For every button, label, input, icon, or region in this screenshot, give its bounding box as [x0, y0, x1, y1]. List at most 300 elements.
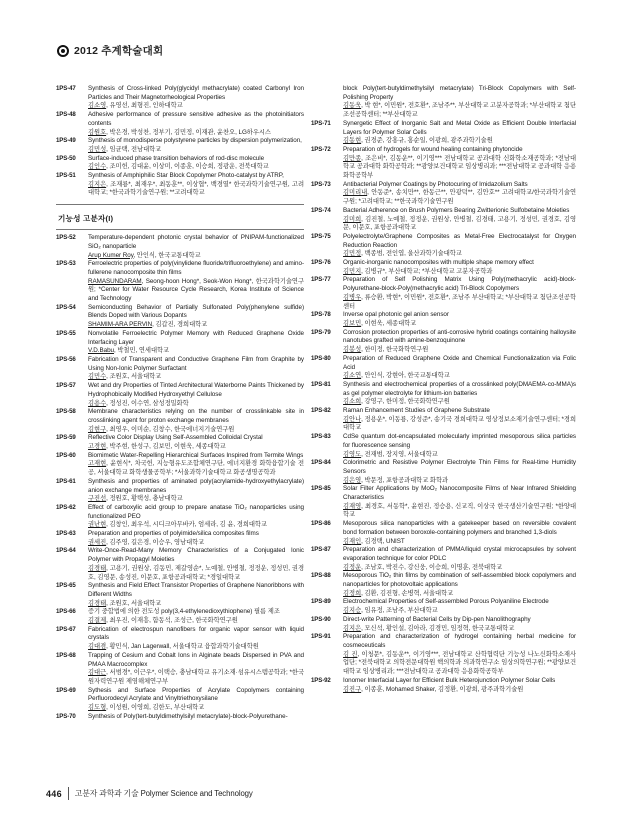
- entry-authors: [88, 669, 304, 686]
- entry-coauthors: , 조미헌, 김대윤, 이상미, 이종훈, 이승희, 정광운, 전북대학교: [106, 163, 269, 171]
- entry-id: 1PS-66: [56, 608, 76, 616]
- entry-body: [88, 713, 304, 722]
- entry-lead-author: 김민지: [343, 267, 362, 275]
- entry-id: 1PS-76: [311, 259, 331, 267]
- entry-lead-author: 김원호: [88, 128, 107, 136]
- entry-title: Preparation and characterization of PMMA/liquid crystal microcapsules by solvent evaporation technique for color PDLC: [343, 546, 576, 562]
- program-entry: [311, 407, 576, 433]
- entry-id: 1PS-64: [56, 547, 76, 555]
- entry-authors: [343, 294, 576, 311]
- entry-lead-author: 김보민: [343, 319, 362, 327]
- entry-authors: [88, 400, 304, 409]
- entry-body: [88, 434, 304, 451]
- entry-title: Membrane characteristics relying on the number of crosslinkable site in crosslinking agent for proton exchange membranes: [88, 408, 304, 424]
- entry-authors: [88, 704, 304, 713]
- entry-authors: [88, 443, 304, 452]
- entry-title: Adhesive performance of pressure sensitive adhesive as the photoinitiators contents: [88, 111, 304, 127]
- entry-authors: [343, 250, 576, 259]
- entry-body: [88, 155, 304, 172]
- entry-title: Synthesis of Cross-linked Poly(glycidyl methacrylate) coated Carbonyl Iron Particles and Their Magnetorheological Properties: [88, 85, 304, 101]
- entry-body: [343, 633, 576, 677]
- program-entry: [56, 137, 304, 154]
- entry-authors: [88, 565, 304, 582]
- entry-id: 1PS-78: [311, 311, 331, 319]
- program-entry: [311, 485, 576, 520]
- entry-title: Trapping of Cesium and Cobalt Ions in Alginate beads Dispersed in PVA and PMAA Macrocomplex: [88, 651, 304, 668]
- entry-body: [88, 304, 304, 330]
- entry-title: Fabrication of electrospun nanofibers for organic vapor sensor with liquid crystals: [88, 625, 304, 642]
- entry-coauthors: , 박 현*, 이민원*, 전호환*, 조남주**, 부산대학교 고분자공학과; *부산대학교 첨단조선공학센터; **부산대학교: [343, 102, 576, 119]
- program-entry: [311, 181, 576, 207]
- conference-title: 2012 추계학술대회: [74, 45, 164, 57]
- program-entry: [56, 434, 304, 451]
- entry-title: Preparation of hydrogels for wound healing containing phytoncide: [343, 145, 523, 153]
- entry-body: [343, 616, 576, 633]
- entry-body: [343, 276, 576, 311]
- entry-id: 1PS-52: [56, 234, 76, 242]
- program-entry: [311, 677, 576, 694]
- entry-title: Ionomer Interfacial Layer for Efficient Bulk Heterojunction Polymer Solar Cells: [343, 676, 556, 684]
- entry-id: 1PS-84: [311, 459, 331, 467]
- entry-lead-author: 김용수: [88, 399, 107, 407]
- entry-coauthors: , 김창인, 최우석, 시디크아무바카, 엄세라, 김 윤, 경희대학교: [106, 521, 267, 529]
- entry-title: Temperature-dependent photonic crystal behavior of PNIPAM-functionalized SiO₂ nanoparticle: [88, 234, 304, 250]
- entry-id: 1PS-83: [311, 433, 331, 441]
- entry-authors: [88, 181, 304, 198]
- entry-id: 1PS-89: [311, 598, 331, 606]
- entry-body: [343, 311, 576, 328]
- entry-authors: [343, 268, 576, 277]
- entry-body: [343, 85, 576, 120]
- page-footer: [46, 787, 253, 800]
- entry-title: Synthesis of Poly(tert-butyldimethylsilyl metacrylate)-block-Polyurethane-: [88, 712, 288, 720]
- entry-title: Synthesis and electrochemical properties of a crosslinked poly(DMAEMA-co-MMA)s as gel polymer electrolyte for lithium-ion batteries: [343, 380, 576, 397]
- entry-authors: [88, 617, 304, 626]
- entry-title: Organic-inorganic nanocomposites with multiple shape memory effect: [343, 259, 534, 267]
- entry-title: Corrosion protection properties of anti-corrosive hybrid coatings containing halloysite nanotubes grafted with amine-benzoquinone: [343, 328, 576, 345]
- program-entry: [56, 713, 304, 722]
- entry-lead-author: 고경현: [88, 443, 107, 451]
- entry-id: 1PS-63: [56, 530, 76, 538]
- entry-lead-author: 김경태: [88, 599, 107, 607]
- entry-lead-author: 구진선: [88, 495, 107, 503]
- entry-authors: [343, 590, 576, 599]
- entry-body: [88, 330, 304, 356]
- program-entry: [56, 356, 304, 382]
- entry-id: 1PS-75: [311, 232, 331, 240]
- entry-title: Antibacterial Polymer Coatings by Photocuring of Imidazolium Salts: [343, 180, 528, 188]
- program-entry: [56, 330, 304, 356]
- entry-body: [88, 547, 304, 582]
- entry-coauthors: , 임균택, 전남대학교: [106, 145, 162, 153]
- entry-coauthors: , 김환, 김진형, 손병혁, 서울대학교: [361, 589, 454, 597]
- entry-lead-author: 김지승: [343, 607, 362, 615]
- entry-body: [343, 120, 576, 146]
- entry-lead-author: 김지은: [88, 180, 107, 188]
- entry-authors: [343, 686, 576, 695]
- program-entry: [56, 608, 304, 625]
- program-entry: [311, 546, 576, 572]
- entry-title: Raman Enhancement Studies of Graphene Substrate: [343, 407, 490, 415]
- entry-title: Write-Once-Read-Many Memory Characteristics of a Conjugated Ionic Polymer with Propagyl Moieties: [88, 547, 304, 564]
- entry-body: [343, 677, 576, 694]
- entry-body: [88, 111, 304, 137]
- entry-coauthors: , 조은비*, 김동운**, 이기영*** 전남대학교 공과대학 신화학소재공학과; *전남대학교 공과대학 화학공학과; **광양보건대학교 임상병리과; ***전남대학교 공과대학 응용화학공학부: [343, 154, 576, 180]
- program-entry: [311, 381, 576, 407]
- entry-lead-author: 고재현: [88, 460, 107, 468]
- program-entry: [311, 633, 576, 677]
- entry-lead-author: 김소연: [343, 372, 362, 380]
- entry-authors: [343, 503, 576, 520]
- entry-title: Surface-induced phase transition behaviors of rod-disc molecule: [88, 154, 265, 162]
- program-entry: [56, 652, 304, 687]
- entry-coauthors: , 김경택, UNIST: [361, 537, 405, 545]
- entry-coauthors: , 정원호, 황택성, 충남대학교: [106, 495, 183, 503]
- entry-authors: [88, 495, 304, 504]
- page-header: [57, 43, 163, 58]
- entry-title: Bacterial Adherence on Brush Polymers Bearing Zwitterionic Sulfobetaine Moieties: [343, 206, 570, 214]
- entry-id: 1PS-70: [56, 712, 76, 720]
- entry-title: Polyelectrolyte/Graphene Composites as Metal-Free Electrocatalyst for Oxygen Reduction Reaction: [343, 232, 576, 249]
- entry-id: 1PS-47: [56, 85, 76, 92]
- entry-coauthors: , 최영우, 이미순, 김창수, 한국에너지기술연구원: [106, 425, 235, 433]
- entry-authors: [88, 146, 304, 155]
- entry-lead-author: 김민수: [88, 373, 107, 381]
- entry-coauthors: , 안동준*, 송치만**, 한동근**, 안광덕**, 김안호** 고려대학교/한국과학기술연구원; *고려대학교; **한국과학기술연구원: [343, 189, 576, 206]
- entry-id: 1PS-48: [56, 111, 76, 119]
- entry-authors: [343, 216, 576, 233]
- entry-coauthors: , 조원호, 서울대학교: [106, 373, 162, 381]
- entry-title: Fabrication of Transparent and Conductive Graphene Film from Graphite by Using Non-Ionic Polymer Surfactant: [88, 355, 304, 372]
- entry-id: 1PS-67: [56, 625, 76, 633]
- entry-lead-author: 김정희: [343, 589, 362, 597]
- program-entry: [56, 234, 304, 260]
- entry-authors: [343, 538, 576, 547]
- entry-title: Direct-write Patterning of Bacterial Cells by Dip-pen Nanolithography: [343, 615, 531, 623]
- entry-authors: [88, 539, 304, 548]
- program-entry: [311, 276, 576, 311]
- entry-title: Solar Filter Applications by MoO₂ Nanocomposite Films of Near Infrared Shielding Characteristics: [343, 485, 576, 502]
- entry-coauthors: , 임유정, 조남주, 부산대학교: [361, 607, 438, 615]
- entry-coauthors: , 전재범, 장지영, 서울대학교: [361, 450, 438, 458]
- entry-title: Effect of carboxylic acid group to prepare anatase TiO₂ nanoparticles using functionalized PEO: [88, 503, 304, 520]
- program-entry: [311, 355, 576, 381]
- entry-title: Preparation and properties of polyimide/silica composites films: [88, 530, 259, 538]
- entry-body: [88, 408, 304, 434]
- entry-id: 1PS-80: [311, 354, 331, 362]
- entry-id: 1PS-50: [56, 154, 76, 162]
- entry-coauthors: , 류승환, 박현*, 이민원*, 전호환*, 조남주 부산대학교; *부산대학교 첨단조선공학센터: [343, 293, 576, 310]
- entry-coauthors: , 모신석, 황인설, 김아라, 김경민, 임정혁, 한국교통대학교: [361, 624, 515, 632]
- entry-coauthors: , 이종훈, Mohamed Shaker, 김정환, 이광희, 광주과학기술원: [361, 685, 524, 693]
- program-entry: [56, 172, 304, 198]
- entry-lead-author: SHAMIM-ARA PERVIN: [88, 321, 153, 329]
- entry-body: [343, 485, 576, 520]
- program-entry: [56, 547, 304, 582]
- entry-id: 1PS-82: [311, 407, 331, 415]
- entry-title: Synthesis of Amphiphilic Star Block Copolymer Photo-catalyst by ATRP,: [88, 172, 284, 180]
- entry-lead-author: 김소영: [88, 102, 107, 110]
- entry-title: Synthesis of monodisperse polystyrene particles by dispersion polymerization,: [88, 137, 302, 145]
- entry-title: Preparation of Reduced Graphene Oxide and Chemical Functionalization via Folic Acid: [343, 354, 576, 371]
- entry-id: 1PS-58: [56, 408, 76, 416]
- entry-title: Inverse opal photonic gel anion sensor: [343, 311, 449, 319]
- entry-coauthors: , 이청문*, 김동운**, 이기영***, 전남대학교 산학협력단 기능성 나노신화학소재사업단; *전북대학교 의학전문대학원 핵의학과 의과학연구소 임상의학연구원; **광양보건대학교 임상병리과; ***전남대학교 공과대학 응용화학공학부: [343, 650, 577, 676]
- entry-coauthors: , 이성원, 이영희, 김한도, 부산대학교: [106, 704, 205, 712]
- entry-authors: [343, 607, 576, 616]
- program-entry: [311, 459, 576, 485]
- entry-coauthors: , 서범경*, 이근우*, 이택승, 충남대학교 유기소재·섬유시스템공학과; *한국원자력연구원 제염해체연구부: [88, 669, 304, 685]
- page-number: 446: [46, 788, 62, 799]
- program-entry: [311, 329, 576, 355]
- entry-coauthors: , 백종범, 전인엽, 울산과학기술대학교: [361, 250, 462, 258]
- entry-body: [343, 233, 576, 259]
- entry-coauthors: , 박주현, 한성구, 김보민, 이현욱, 세종대학교: [106, 443, 226, 451]
- entry-coauthors: , 윤현식*, 차국헌, 지능형유도조합체연구단, 에너지환경 화학융합기술 전공, 서울대학교 화학생물공학부; *서울과학기술대학교 화공생명공학과: [88, 460, 304, 477]
- entry-body: [88, 172, 304, 198]
- entry-id: 1PS-73: [311, 180, 331, 188]
- entry-lead-author: 김인수: [88, 163, 107, 171]
- entry-title: Colorimetric and Resistive Polymer Electrolyte Thin Films for Real-time Humidity Sensors: [343, 459, 576, 475]
- program-entry: [311, 120, 576, 146]
- entry-authors: [343, 137, 576, 146]
- entry-lead-author: 김재영: [343, 502, 362, 510]
- entry-authors: [88, 460, 304, 477]
- entry-title: Semiconducting Behavior of Partially Sulfonated Poly(phenylene sulfide) Blends Doped with Various Dopants: [88, 303, 304, 320]
- entry-coauthors: , 권경준, 강홍규, 홍순일, 이광희, 광주과학기술원: [361, 137, 493, 145]
- entry-lead-author: 김은영: [343, 476, 362, 484]
- entry-coauthors: , 최경호, 서동학*, 윤현진, 정승용, 신교직, 이상국 한국생산기술연구원; *한양대학교: [343, 502, 576, 519]
- entry-body: [343, 459, 576, 485]
- entry-body: [343, 259, 576, 276]
- entry-lead-author: 김봉성: [343, 346, 362, 354]
- entry-authors: [88, 643, 304, 652]
- entry-coauthors: , 조원호, 서울대학교: [106, 599, 162, 607]
- entry-lead-author: 김지은: [343, 624, 362, 632]
- entry-lead-author: Arup Kumer Roy: [88, 251, 134, 259]
- entry-coauthors: , 조재룡*, 최재우*, 최동훈**, 이상협*, 백경열* 한국과학기술연구원, 고려대학교; *한국과학기술연구원; **고려대학교: [88, 180, 304, 197]
- entry-lead-author: 김도형: [88, 704, 107, 712]
- entry-lead-author: 김진구: [343, 685, 362, 693]
- entry-coauthors: , 김주영, 길은경, 이승우, 영남대학교: [106, 538, 205, 546]
- entry-title: Reflective Color Display Using Self-Assembled Colloidal Crystal: [88, 434, 263, 442]
- entry-body: [88, 687, 304, 713]
- entry-authors: [88, 426, 304, 435]
- entry-body: [343, 598, 576, 615]
- program-entry: [311, 85, 576, 120]
- entry-lead-author: 김정운: [343, 563, 362, 571]
- entry-lead-author: 김경태: [88, 564, 107, 572]
- entry-coauthors: , 강영구, 한미정, 한국화학연구원: [361, 398, 450, 406]
- entry-body: [88, 582, 304, 608]
- entry-body: [343, 520, 576, 546]
- entry-body: [88, 478, 304, 504]
- entry-body: [343, 433, 576, 459]
- program-entry: [311, 433, 576, 459]
- entry-coauthors: , 한미정, 한국화학연구원: [361, 346, 429, 354]
- program-entry: [311, 616, 576, 633]
- program-entry: [56, 530, 304, 547]
- program-entry: [56, 626, 304, 652]
- entry-lead-author: 김현구: [88, 425, 107, 433]
- entry-lead-author: 권난현: [88, 521, 107, 529]
- entry-body: [343, 381, 576, 407]
- entry-body: [343, 546, 576, 572]
- program-entry: [56, 408, 304, 434]
- entry-id: 1PS-74: [311, 206, 331, 214]
- entry-coauthors: , 정용운*, 이동룡, 강성준*, 송기국 경희대학교 영상정보소재기술연구센터; *경희대학교: [343, 415, 576, 432]
- entry-title: Mesoporous silica nanoparticles with a gatekeeper based on reversible covalent bond formation between boroxole-containing polymers and branched 1,3-diols: [343, 520, 576, 536]
- entry-coauthors: , 황민식, Jan Lagerwall, 서울대학교 융합과학기술대학원: [106, 643, 259, 651]
- entry-id: 1PS-57: [56, 382, 76, 390]
- program-entry: [311, 259, 576, 276]
- entry-coauthors: , 김갑진, 경희대학교: [152, 321, 208, 329]
- entry-lead-author: 김미리내: [343, 189, 368, 197]
- entry-title: Ferroelectric properties of poly(vinylidene fluoride/trifluoroethylene) and amino-fullerene nanocomposite thin films: [88, 260, 304, 276]
- entry-lead-author: 김대근: [88, 669, 107, 677]
- entry-authors: [343, 451, 576, 460]
- program-entry: [56, 85, 304, 111]
- entry-lead-author: 김결제: [88, 617, 107, 625]
- entry-body: [343, 407, 576, 433]
- entry-coauthors: , 박문정, 포항공과대학교 화학과: [361, 476, 449, 484]
- entry-lead-author: 김미희: [343, 215, 362, 223]
- session-section-header: [56, 204, 304, 230]
- entry-coauthors: , 안인식, 한국교통대학교: [133, 251, 201, 259]
- entry-authors: [88, 321, 304, 330]
- entry-authors: [343, 398, 576, 407]
- entry-lead-author: 김병우: [343, 293, 362, 301]
- entry-authors: [88, 252, 304, 261]
- entry-id: 1PS-81: [311, 380, 331, 388]
- entry-authors: [343, 155, 576, 181]
- program-entry: [311, 598, 576, 615]
- program-entry: [56, 687, 304, 713]
- entry-id: 1PS-87: [311, 546, 331, 554]
- entry-id: 1PS-79: [311, 328, 331, 336]
- society-logo-icon: [57, 45, 69, 57]
- entry-body: [343, 572, 576, 598]
- program-entry: [56, 260, 304, 304]
- program-entry: [56, 582, 304, 608]
- entry-body: [88, 85, 304, 111]
- entry-id: 1PS-51: [56, 172, 76, 180]
- entry-authors: [88, 102, 304, 111]
- entry-id: 1PS-72: [311, 145, 331, 153]
- entry-body: [88, 382, 304, 408]
- entry-id: 1PS-61: [56, 477, 76, 485]
- entry-id: 1PS-59: [56, 434, 76, 442]
- entry-authors: [88, 278, 304, 304]
- entry-title: Preparation of Self Polishing Matrix Using Poly(methacrylic acid)-block-Polyurethane-block-Poly(methacrylic acid) Tri-Block Copolymers: [343, 276, 576, 293]
- program-column-right: [311, 85, 576, 694]
- entry-authors: [88, 347, 304, 356]
- entry-title: Wet and dry Properties of Tinted Architectural Waterborne Paints Thickened by Hydrophobically Modified Hydroxyethyl Cellulose: [88, 382, 304, 398]
- entry-lead-author: 김소희: [343, 398, 362, 406]
- entry-title: Nonvolatile Ferroelectric Polymer Memory with Reduced Graphene Oxide Interfacing Layer: [88, 329, 304, 346]
- entry-id: 1PS-88: [311, 572, 331, 580]
- entry-id: 1PS-55: [56, 329, 76, 337]
- entry-body: [88, 626, 304, 652]
- entry-authors: [343, 372, 576, 381]
- entry-coauthors: , Seong-hoon Hong*, Seok-Won Hong*, 한국과학기술연구원; *Center for Water Resource Cycle Research, Korea Institute of Science and Technology: [88, 277, 304, 303]
- program-entry: [311, 233, 576, 259]
- entry-id: 1PS-77: [311, 276, 331, 284]
- entry-coauthors: , 유영선, 최형진, 인하대학교: [106, 102, 183, 110]
- entry-authors: [343, 651, 576, 677]
- entry-id: 1PS-54: [56, 303, 76, 311]
- entry-authors: [343, 320, 576, 329]
- entry-title: Synergetic Effect of Inorganic Salt and Metal Oxide as Efficient Double Interfacial Layers for Polymer Solar Cells: [343, 119, 576, 136]
- entry-body: [343, 146, 576, 181]
- entry-authors: [343, 625, 576, 634]
- entry-id: 1PS-65: [56, 582, 76, 590]
- entry-lead-author: 김동욱: [343, 102, 362, 110]
- entry-title: Preparation and characterization of hydrogel containing herbal medicine for cosmeceuticals: [343, 633, 576, 649]
- entry-lead-author: RAMASUNDARAM: [88, 277, 142, 285]
- entry-coauthors: , 김병규*, 부산대학교; *부산대학교 고분자공학과: [361, 267, 493, 275]
- entry-coauthors: , 박은경, 박성찬, 정부기, 김민정, 이재관, 윤찬오, LG하우시스: [106, 128, 271, 136]
- entry-title: block Poly(tert-butyldimethylsilyl metacrylate) Tri-Block Copolymers with Self-Polishing Property: [343, 85, 576, 101]
- entry-id: 1PS-68: [56, 651, 76, 659]
- entry-id: 1PS-71: [311, 119, 331, 127]
- entry-title: 증기 중합법에 의한 전도성 poly(3,4-ethylenedioxythiophene) 필름 제조: [88, 608, 280, 616]
- entry-title: Sythesis and Surface Properties of Acrylate Copolymers containing Perfluorodecyl Acrylate and Vinyltriethoxysilane: [88, 686, 304, 703]
- entry-authors: [343, 564, 576, 573]
- entry-body: [88, 137, 304, 154]
- entry-body: [88, 234, 304, 260]
- entry-id: 1PS-92: [311, 676, 331, 684]
- entry-lead-author: 김동현: [343, 137, 362, 145]
- program-entry: [56, 478, 304, 504]
- entry-authors: [343, 102, 576, 119]
- entry-body: [88, 652, 304, 687]
- entry-authors: [88, 373, 304, 382]
- entry-coauthors: , 안인식, 강현아, 한국교통대학교: [361, 372, 450, 380]
- entry-body: [343, 181, 576, 207]
- entry-authors: [88, 163, 304, 172]
- entry-authors: [343, 346, 576, 355]
- entry-lead-author: V.D.Babu: [88, 347, 114, 355]
- entry-body: [88, 530, 304, 547]
- entry-lead-author: 김영도: [343, 450, 362, 458]
- entry-id: 1PS-69: [56, 686, 76, 694]
- entry-title: Mesoporous TiO₂ thin films by combination of self-assembled block copolymers and nanoparticles for photovoltaic applications: [343, 572, 576, 589]
- entry-lead-author: 김대겸: [88, 643, 107, 651]
- program-entry: [311, 207, 576, 233]
- entry-coauthors: , 박철민, 연세대학교: [113, 347, 170, 355]
- entry-coauthors: , 최우진, 이재흥, 함동석, 조성근, 한국화학연구원: [106, 617, 238, 625]
- program-entry: [311, 520, 576, 546]
- entry-title: Synthesis and properties of aminated poly(acrylamide-hydroxyethylacrylate) anion exchange membranes: [88, 477, 304, 494]
- entry-authors: [88, 521, 304, 530]
- entry-id: 1PS-53: [56, 260, 76, 268]
- entry-body: [343, 329, 576, 355]
- entry-id: 1PS-91: [311, 633, 331, 641]
- entry-lead-author: 김안나: [343, 415, 362, 423]
- entry-id: 1PS-62: [56, 503, 76, 511]
- entry-title: Synthesis and Field Effect Transistor Properties of Graphene Nanoribbons with Different Widths: [88, 582, 304, 598]
- program-entry: [311, 146, 576, 181]
- entry-title: CdSe quantum dot-encapsulated molecularly imprinted mesoporous silica particles for fluorescence sensing: [343, 433, 576, 449]
- entry-title: Biomimetic Water-Repelling Hierarchical Surfaces Inspired from Termite Wings: [88, 451, 304, 459]
- program-column-left: [56, 85, 304, 722]
- journal-title: 고분자 과학과 기술 Polymer Science and Technology: [68, 787, 253, 800]
- entry-body: [88, 608, 304, 625]
- program-entry: [311, 311, 576, 328]
- entry-id: 1PS-56: [56, 355, 76, 363]
- entry-authors: [88, 129, 304, 138]
